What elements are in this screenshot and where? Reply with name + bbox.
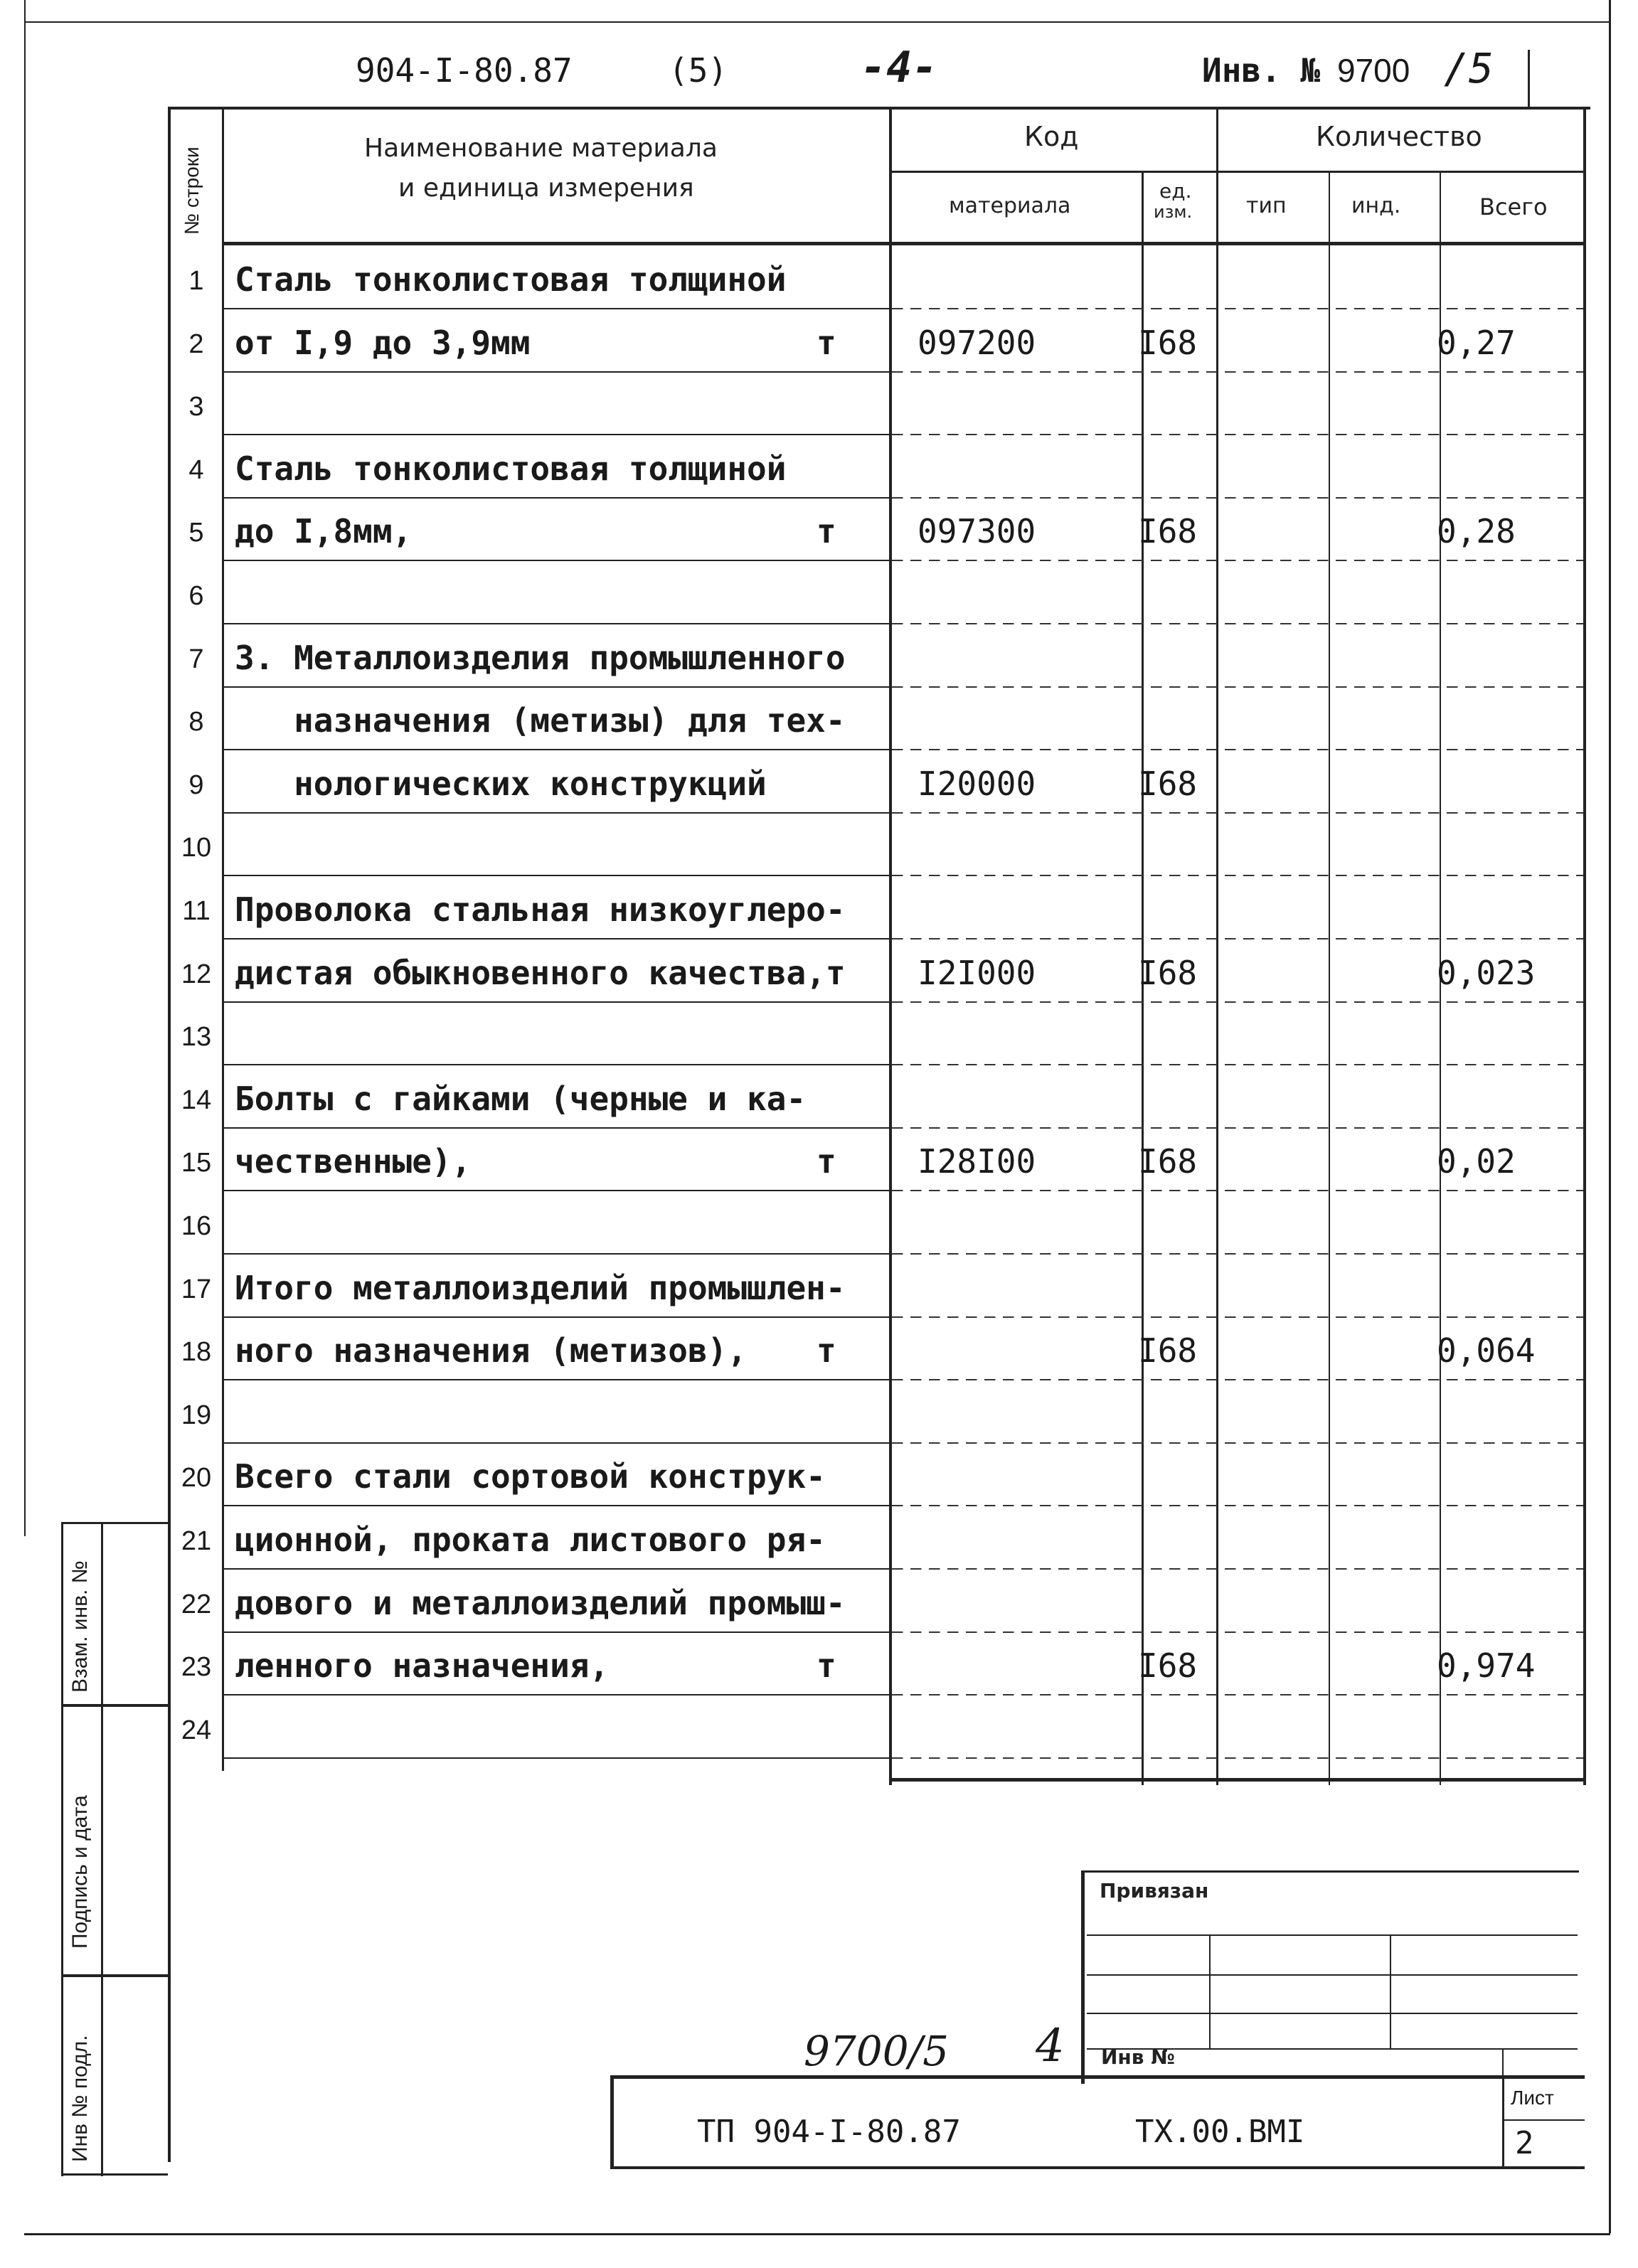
row-number: 19 [181,1400,212,1430]
unit-code: I68 [1138,765,1198,803]
row-line-right [892,560,1583,561]
row-line-right [892,938,1583,939]
row-line-right [892,371,1583,373]
row-line [222,1757,889,1759]
unit-code: I68 [1138,1142,1198,1181]
row-line [222,434,889,435]
table-right-border [1583,107,1586,1785]
row-line [222,875,889,876]
handwritten-inv: 9700/5 [804,2027,950,2075]
material-name: до I,8мм, [235,512,413,550]
unit-header-line2: изм. [1154,202,1193,222]
name-header-line2: и единица измерения [398,174,694,203]
row-line [222,1379,889,1380]
row-line-right [892,497,1583,499]
stamp-inv-no: Инв № [1101,2045,1175,2069]
podpis-label: Подпись и дата [68,1795,92,1949]
row-line [222,812,889,814]
row-line-right [892,1127,1583,1129]
row-number: 9 [188,770,204,800]
row-line [222,1127,889,1129]
row-number: 22 [181,1590,212,1619]
stamp-top-border [1081,1870,1579,1873]
row-line-right [892,1379,1583,1380]
row-number: 11 [182,896,211,926]
name-divider [889,107,892,1785]
type-header: тип [1246,193,1287,218]
material-name: Проволока стальная низкоуглеро- [235,890,846,929]
handwritten-sheet: 4 [1036,2020,1065,2072]
doc-mark: ТХ.00.ВМI [1135,2114,1305,2150]
row-line-right [892,308,1583,309]
material-name: нологических конструкций [235,765,767,803]
row-line [222,1190,889,1191]
row-line [222,1001,889,1003]
row-line-right [892,749,1583,750]
material-code: 097300 [918,512,1036,550]
quantity-total: 0,02 [1437,1142,1516,1181]
row-line [222,1253,889,1255]
unit-code: I68 [1138,1331,1198,1370]
sheet-value: 2 [1515,2125,1534,2161]
unit-code: I68 [1138,512,1198,550]
row-line [222,623,889,624]
row-number: 13 [181,1022,212,1052]
material-unit: т [817,1646,836,1685]
page-number: -4- [861,43,938,92]
side-stamp-div2 [61,1974,168,1977]
unit-code: I68 [1138,324,1198,362]
quantity-total: 0,023 [1437,954,1536,992]
material-name: Сталь тонколистовая толщиной [235,449,787,488]
titleblock-sheet-div [1502,2075,1504,2168]
quantity-header: Количество [1316,121,1482,152]
row-number: 21 [181,1526,212,1556]
side-stamp-left [61,1522,63,2176]
material-name: ленного назначения, [235,1646,610,1685]
material-code: I20000 [918,765,1036,803]
stamp-line-2 [1087,1974,1578,1976]
row-line [222,1568,889,1570]
ind-header: инд. [1351,193,1401,218]
material-unit: т [817,1142,836,1181]
row-line-right [892,875,1583,876]
material-name: Болты с гайками (черные и ка- [235,1080,807,1118]
row-line-right [892,1694,1583,1695]
material-name: дового и металлоизделий промыш- [235,1584,846,1622]
row-line-right [892,812,1583,814]
row-line [222,1631,889,1633]
inv-podl-label: Инв № подл. [68,2035,92,2162]
row-number: 10 [181,833,212,863]
material-name: ционной, проката листового ря- [235,1521,826,1559]
unit-header-line1: ед. [1159,179,1192,203]
row-line [222,1316,889,1318]
side-stamp-bottom [61,2173,168,2176]
unit-code: I68 [1138,954,1198,992]
row-number: 2 [188,329,204,359]
row-number: 7 [188,644,204,674]
table-bottom-border [889,1778,1586,1782]
row-number: 23 [181,1652,212,1682]
titleblock-left [610,2075,614,2168]
row-number: 15 [181,1148,212,1178]
material-header: материала [949,193,1071,218]
table-left-border [168,107,171,2162]
material-name: Сталь тонколистовая толщиной [235,260,787,299]
material-name: чественные), [235,1142,472,1181]
material-code: I28I00 [918,1142,1036,1181]
row-line [222,1442,889,1444]
side-stamp-right [101,1522,103,2176]
quantity-total: 0,27 [1437,324,1516,362]
material-unit: т [817,324,836,362]
material-name: ного назначения (метизов), [235,1331,748,1370]
row-number: 5 [188,518,204,548]
header-sub-divider [892,171,1583,173]
stamp-col-1 [1209,1934,1211,2048]
titleblock-top [610,2075,1585,2079]
row-number: 17 [181,1274,212,1304]
inv-suffix: /5 [1444,44,1494,92]
row-line-right [892,1253,1583,1255]
page-right-edge [1609,0,1611,2233]
row-line-right [892,1442,1583,1444]
vzam-label: Взам. инв. № [68,1560,92,1693]
row-line-right [892,434,1583,435]
row-number: 12 [181,959,212,989]
material-unit: т [817,512,836,550]
stamp-left-border [1081,1870,1085,2084]
row-line-right [892,686,1583,688]
titleblock-bottom [610,2166,1585,2169]
stamp-line-3 [1087,2013,1578,2014]
page-left-edge [24,0,26,1536]
page-top-edge [24,21,1610,23]
side-stamp-top [61,1522,168,1524]
quantity-total: 0,28 [1437,512,1516,550]
row-number: 8 [188,707,204,737]
material-name: назначения (метизы) для тех- [235,701,846,740]
quantity-total: 0,974 [1437,1646,1536,1685]
material-name: 3. Металлоизделия промышленного [235,639,846,677]
side-stamp-div1 [61,1704,168,1707]
material-name: дистая обыкновенного качества,т [235,954,846,992]
privyazan-label: Привязан [1100,1879,1209,1902]
code-header: Код [1024,121,1079,152]
row-line [222,749,889,750]
row-number: 24 [181,1715,212,1745]
page-bottom-edge [24,2233,1610,2235]
row-line-right [892,1505,1583,1506]
table-top-border [168,107,1590,110]
row-line-right [892,1001,1583,1003]
material-unit: т [817,1331,836,1370]
row-line-right [892,623,1583,624]
row-line [222,1505,889,1506]
row-line [222,686,889,688]
name-header-line1: Наименование материала [364,134,718,163]
titleblock-sheet-line [1502,2119,1585,2121]
material-name: от I,9 до 3,9мм [235,324,531,362]
row-line [222,497,889,499]
row-line-right [892,1190,1583,1191]
row-number: 3 [188,392,204,422]
row-line-right [892,1631,1583,1633]
row-line [222,371,889,373]
row-number: 14 [181,1085,212,1115]
row-line [222,1064,889,1065]
material-code: I2I000 [918,954,1036,992]
row-line [222,1694,889,1695]
doc-code: ТП 904-I-80.87 [697,2114,961,2150]
row-number: 20 [181,1463,212,1493]
row-line-right [892,1064,1583,1065]
doc-part: (5) [669,51,728,90]
inv-value: 9700 [1337,52,1410,89]
doc-number: 904-I-80.87 [356,51,573,90]
header-bottom-border [222,242,1583,245]
row-number: 1 [188,266,204,296]
row-line [222,938,889,939]
row-number: 6 [188,581,204,611]
material-name: Итого металлоизделий промышлен- [235,1269,846,1307]
tip-divider [1329,171,1330,1785]
material-code: 097200 [918,324,1036,362]
sheet-label: Лист [1511,2087,1554,2109]
row-number: 18 [181,1337,212,1367]
unit-code: I68 [1138,1646,1198,1685]
row-number: 16 [181,1211,212,1241]
row-line [222,308,889,309]
quantity-total: 0,064 [1437,1331,1536,1370]
stamp-line-1 [1087,1934,1578,1936]
row-line-right [892,1316,1583,1318]
row-line-right [892,1757,1583,1759]
row-number: 4 [188,455,204,485]
stamp-col-2 [1390,1934,1391,2048]
header-right-tick [1528,50,1530,107]
ed-divider [1216,107,1218,1785]
total-header: Всего [1479,193,1548,220]
row-line [222,560,889,561]
rownum-header: № строки [181,147,203,235]
material-name: Всего стали сортовой конструк- [235,1457,826,1496]
row-line-right [892,1568,1583,1570]
inv-label: Инв. № [1202,51,1321,90]
